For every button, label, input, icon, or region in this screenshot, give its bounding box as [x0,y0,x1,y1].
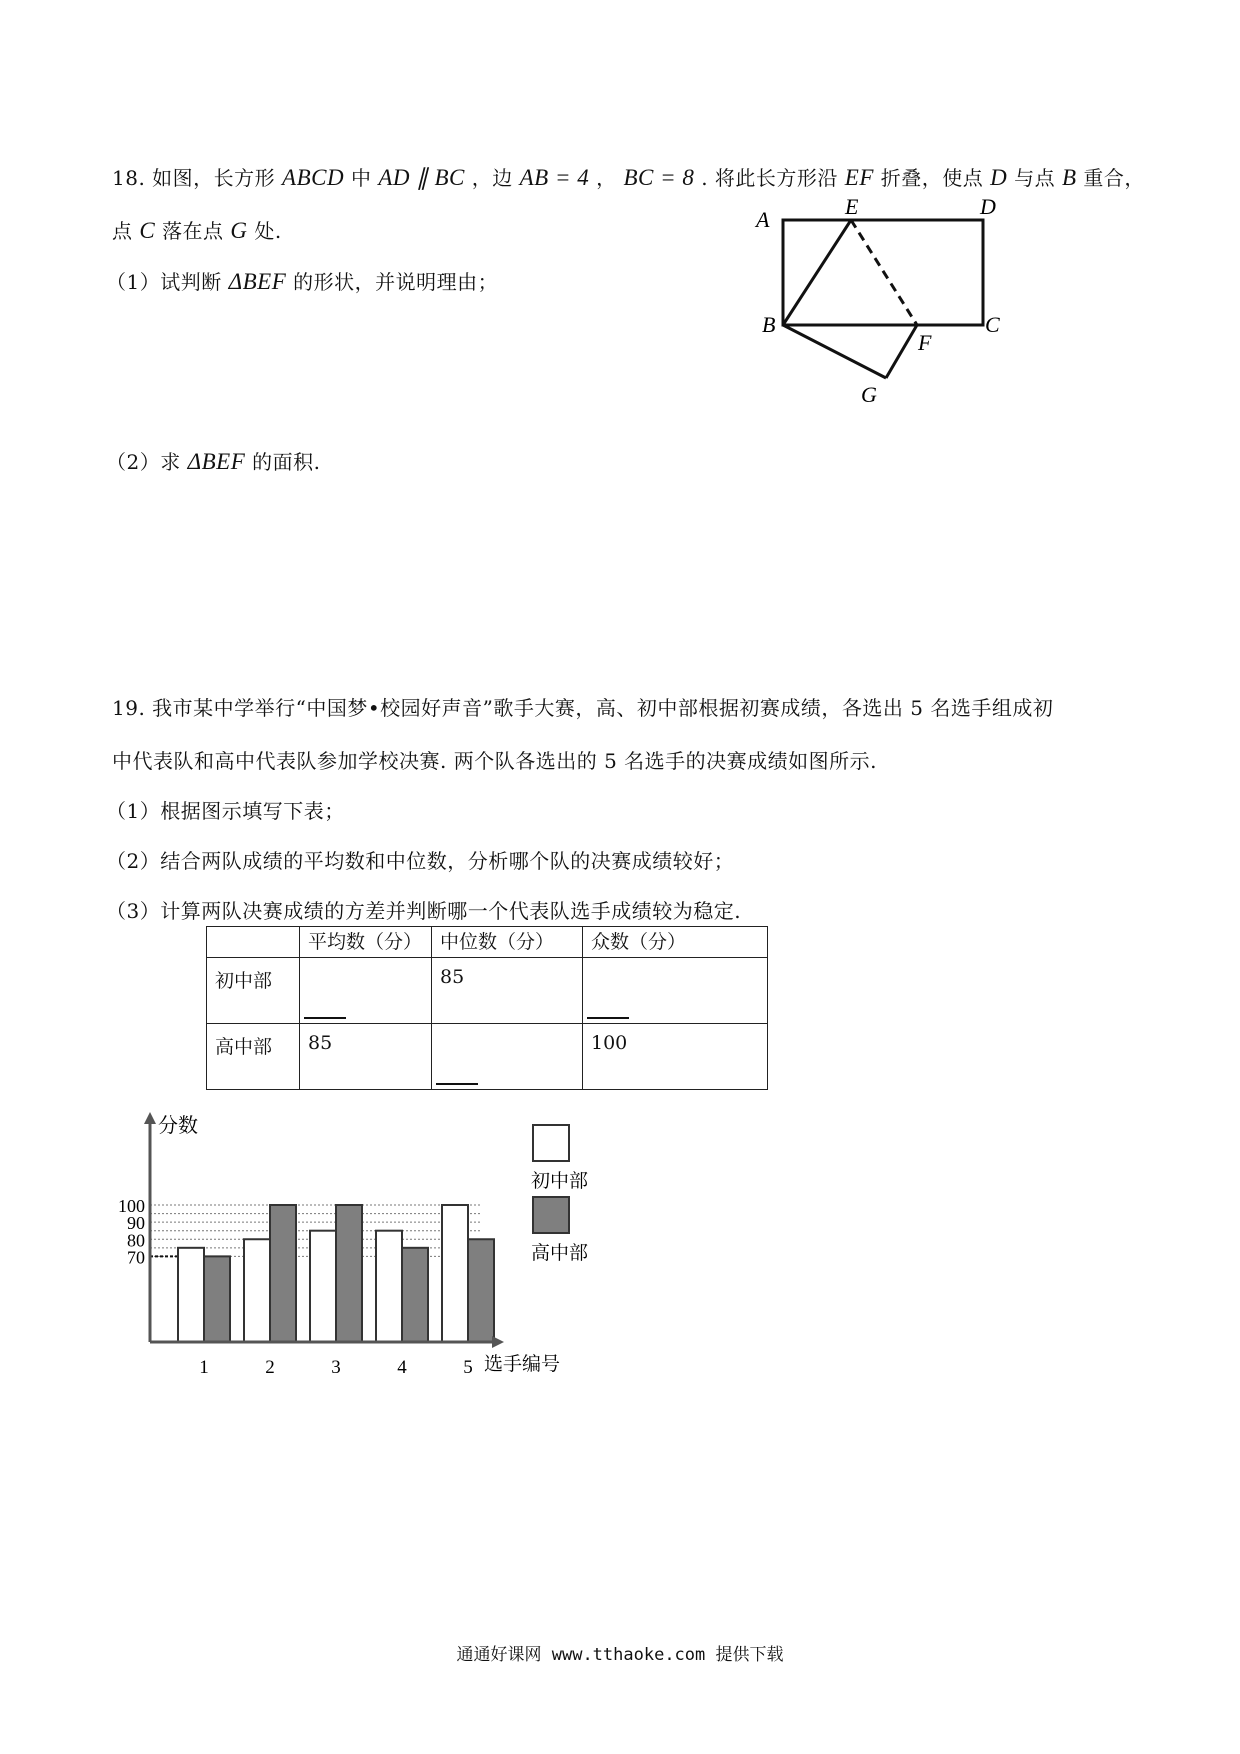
legend-label: 高中部 [531,1243,589,1264]
bar-senior [468,1239,494,1342]
q18-text: 落在点 [162,219,224,243]
q18-math: ΔBEF [228,269,287,294]
row-label: 初中部 [207,958,300,1024]
x-tick-label: 1 [199,1357,209,1378]
bar-senior [270,1205,296,1342]
q18-math: AB = 4 [519,165,590,190]
row-label: 高中部 [207,1024,300,1090]
q19-part-1: （1）根据图示填写下表； [106,799,345,823]
q18-math: AD ∥ BC [378,165,465,190]
header-cell: 众数（分） [583,927,768,958]
q18-text: 的面积. [252,450,321,474]
bar-junior [442,1205,468,1342]
q19-part-2: （2）结合两队成绩的平均数和中位数，分析哪个队的决赛成绩较好； [106,849,735,873]
segment-be [783,220,851,325]
q18-part-2 [106,446,320,475]
label-d: D [980,194,996,219]
bar-junior [376,1231,402,1342]
q18-text: 点 [112,219,133,243]
legend-label: 初中部 [531,1171,589,1192]
x-tick-label: 3 [331,1357,341,1378]
value-cell: 100 [583,1024,768,1090]
legend-swatch [533,1125,569,1161]
bar-junior [310,1231,336,1342]
q18-text: 18. 如图，长方形 [112,166,276,190]
q18-text: （2）求 [106,450,181,474]
score-bar-chart [100,1108,620,1378]
q18-text: 处. [254,219,282,243]
answer-cell [432,1024,583,1090]
answer-blank [587,1017,629,1019]
q18-math: G [230,218,248,243]
bar-senior [402,1248,428,1342]
answer-cell [300,958,432,1024]
segment-gf [886,325,917,378]
label-c: C [985,312,1000,337]
q18-text: . 将此长方形沿 [701,166,838,190]
label-e: E [845,194,859,219]
label-g: G [861,382,877,407]
q18-text: 折叠，使点 [880,166,984,190]
q18-text: 的形状，并说明理由； [293,270,499,294]
y-axis-arrow [144,1112,156,1124]
label-b: B [762,312,776,337]
legend-swatch [533,1197,569,1233]
q19-line-1: 19. 我市某中学举行“中国梦•校园好声音”歌手大赛，高、初中部根据初赛成绩，各选出 5 名选手组成初 [112,696,1054,720]
x-axis-label: 选手编号 [484,1354,561,1375]
x-tick-label: 2 [265,1357,275,1378]
q18-line-1 [112,162,1145,191]
y-tick-label: 100 [118,1196,145,1216]
q18-math: ABCD [282,165,345,190]
table-row [207,958,768,1024]
footer-source: 通通好课网 www.tthaoke.com 提供下载 [456,1645,784,1665]
table-row [207,1024,768,1090]
q18-text: 重合， [1083,166,1145,190]
q18-text: 与点 [1014,166,1056,190]
q19-line-2: 中代表队和高中代表队参加学校决赛. 两个队各选出的 5 名选手的决赛成绩如图所示. [112,749,878,773]
answer-blank [304,1017,346,1019]
y-axis-label: 分数 [158,1115,198,1137]
label-a: A [756,207,770,232]
header-cell [207,927,300,958]
q18-line-2 [112,215,282,244]
rectangle-fold-figure [740,190,1020,410]
bar-junior [178,1248,204,1342]
q18-math: D [990,165,1008,190]
q18-text: 中 [350,166,372,190]
y-tick-label: 90 [127,1213,145,1234]
header-cell: 中位数（分） [432,927,583,958]
q18-math: ΔBEF [187,449,246,474]
q18-text: （1）试判断 [106,270,222,294]
score-table-header [207,927,768,958]
y-tick-label: 70 [127,1247,145,1268]
q19-part-3: （3）计算两队决赛成绩的方差并判断哪一个代表队选手成绩较为稳定. [106,899,742,923]
q18-math: C [139,218,156,243]
bar-senior [336,1205,362,1342]
x-tick-label: 4 [397,1357,407,1378]
q18-math: B [1061,165,1077,190]
answer-cell [583,958,768,1024]
y-tick-label: 80 [127,1230,145,1251]
value-cell: 85 [300,1024,432,1090]
x-tick-label: 5 [463,1357,473,1378]
value-cell: 85 [432,958,583,1024]
segment-ef-dashed [851,220,917,325]
header-cell: 平均数（分） [300,927,432,958]
q18-math: EF [844,165,874,190]
bar-junior [244,1239,270,1342]
q18-text: ， [596,166,617,190]
segment-bg [783,325,886,378]
q18-text: ，边 [471,166,513,190]
bar-senior [204,1256,230,1342]
answer-blank [436,1083,478,1085]
q18-part-1 [106,266,498,295]
q18-math: BC = 8 [623,165,695,190]
x-axis-arrow [492,1336,504,1348]
score-table [206,926,768,1090]
label-f: F [918,330,932,355]
